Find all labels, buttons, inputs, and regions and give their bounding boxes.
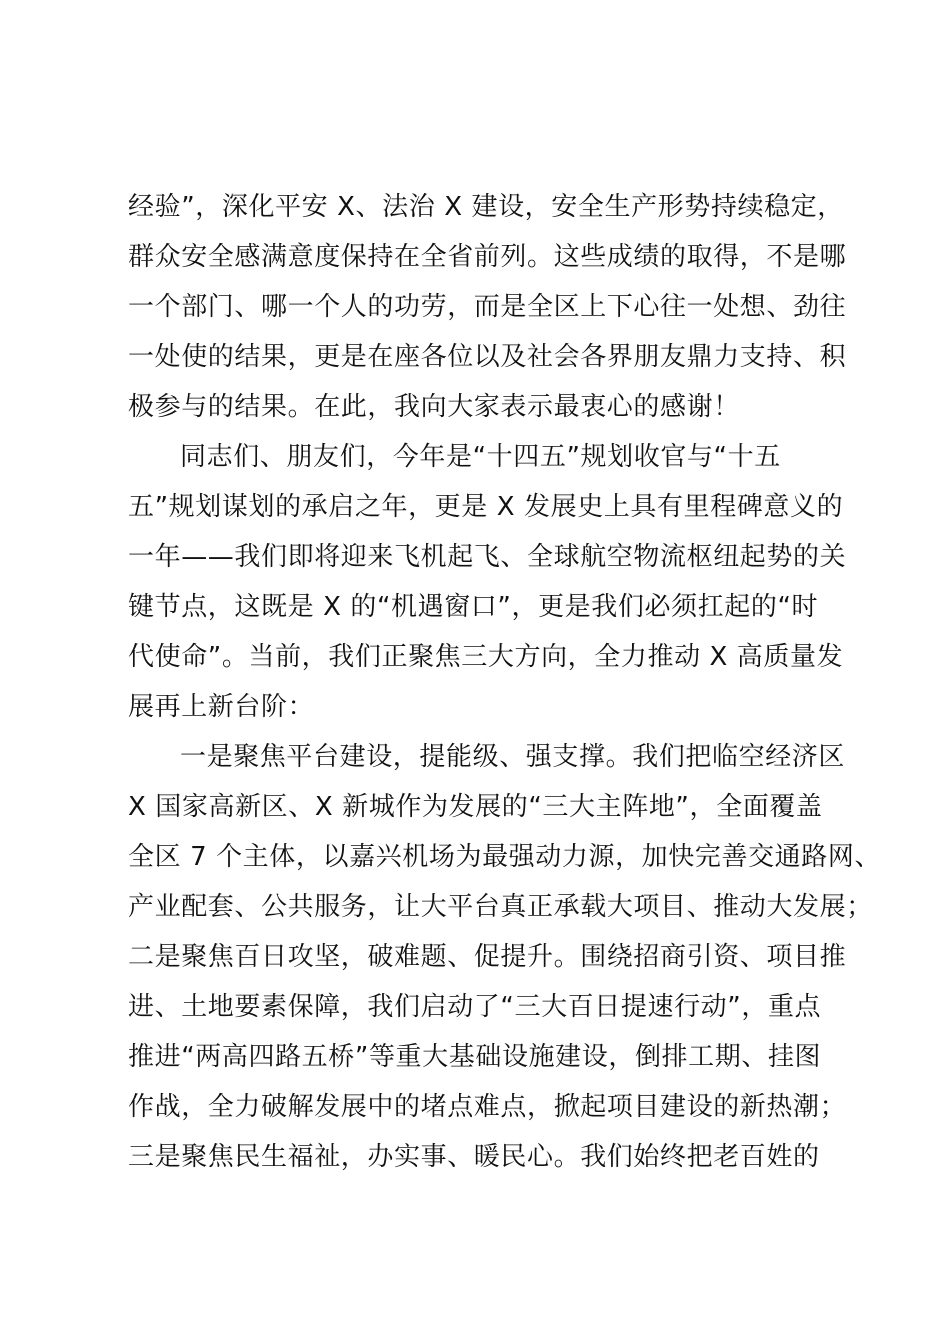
text-line: 展再上新台阶： bbox=[128, 692, 315, 722]
text-line: 进、土地要素保障，我们启动了“三大百日提速行动”，重点 bbox=[128, 992, 822, 1022]
text-line: 极参与的结果。在此，我向大家表示最衷心的感谢！ bbox=[128, 392, 740, 422]
text-line: 一年——我们即将迎来飞机起飞、全球航空物流枢纽起势的关 bbox=[128, 542, 847, 572]
text-line: 键节点，这既是 X 的“机遇窗口”，更是我们必须扛起的“时 bbox=[128, 592, 819, 622]
text-line: 推进“两高四路五桥”等重大基础设施建设，倒排工期、挂图 bbox=[128, 1042, 822, 1072]
text-line: 群众安全感满意度保持在全省前列。这些成绩的取得，不是哪 bbox=[128, 242, 847, 272]
text-line: 一个部门、哪一个人的功劳，而是全区上下心往一处想、劲往 bbox=[128, 292, 847, 322]
text-line: 全区 7 个主体，以嘉兴机场为最强动力源，加快完善交通路网、 bbox=[128, 842, 882, 872]
text-line: 二是聚焦百日攻坚，破难题、促提升。围绕招商引资、项目推 bbox=[128, 942, 847, 972]
text-line: 五”规划谋划的承启之年，更是 X 发展史上具有里程碑意义的 bbox=[128, 492, 844, 522]
text-line: 经验”，深化平安 X、法治 X 建设，安全生产形势持续稳定， bbox=[128, 192, 844, 222]
paragraph-start-line: 同志们、朋友们，今年是“十四五”规划收官与“十五 bbox=[180, 442, 781, 472]
text-line: 作战，全力破解发展中的堵点难点，掀起项目建设的新热潮； bbox=[128, 1092, 847, 1122]
text-line: 产业配套、公共服务，让大平台真正承载大项目、推动大发展； bbox=[128, 892, 873, 922]
text-line: 代使命”。当前，我们正聚焦三大方向，全力推动 X 高质量发 bbox=[128, 642, 844, 672]
text-line: X 国家高新区、X 新城作为发展的“三大主阵地”，全面覆盖 bbox=[128, 792, 823, 822]
paragraph-start-line: 一是聚焦平台建设，提能级、强支撑。我们把临空经济区 bbox=[180, 742, 846, 772]
text-line: 一处使的结果，更是在座各位以及社会各界朋友鼎力支持、积 bbox=[128, 342, 847, 372]
text-line: 三是聚焦民生福祉，办实事、暖民心。我们始终把老百姓的 bbox=[128, 1142, 820, 1172]
document-body bbox=[128, 182, 882, 1182]
